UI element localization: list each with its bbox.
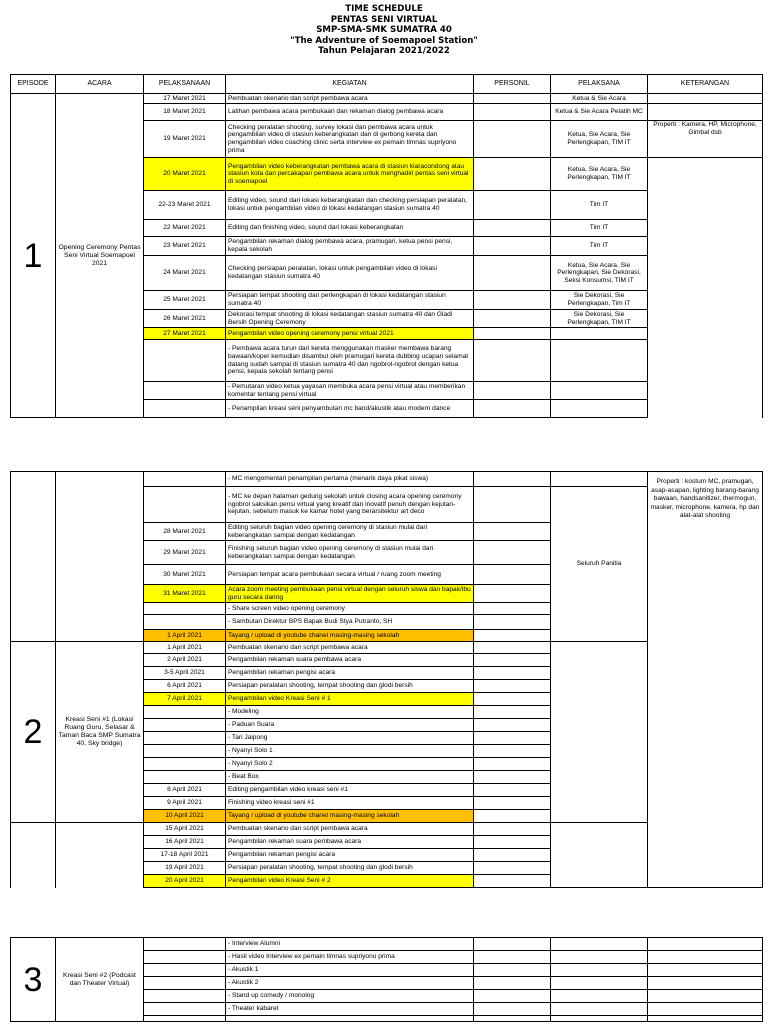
pelaksanaan-date: 9 April 2021: [144, 797, 226, 810]
kegiatan-cell: Persiapan tempat shooting dan perlengkapan di lokasi kedatangan stasiun sumatra 40: [226, 291, 474, 310]
column-header: ACARA: [56, 75, 144, 94]
pelaksanaan-date: 26 Maret 2021: [144, 310, 226, 328]
pelaksanaan-date: 22-23 Maret 2021: [144, 191, 226, 220]
personil-cell: [474, 94, 551, 104]
kegiatan-cell: Pengambilan video Kreasi Seni # 1: [226, 693, 474, 706]
schedule-table-1: [10, 74, 763, 418]
kegiatan-cell: Pengambilan video keberangkatan pembawa acara di stasiun kiaracondong atau stasiun kota dan percakapan pembawa acara untuk menghadiri pentas seni virtual di soemapoel: [226, 158, 474, 191]
pelaksanaan-date: 19 Maret 2021: [144, 121, 226, 158]
personil-cell: [474, 340, 551, 382]
pelaksanaan-date: [144, 745, 226, 758]
pelaksanaan-date: 22 Maret 2021: [144, 220, 226, 237]
personil-cell: [474, 603, 551, 615]
keterangan-cell: Properti : Kamera, HP, Microphone, Gimbal dsb: [648, 121, 763, 158]
kegiatan-cell: Pengambilan rekaman suara pembawa acara: [226, 836, 474, 849]
kegiatan-cell: Editing pengambilan video kreasi seni #1: [226, 784, 474, 797]
pelaksanaan-date: 19 April 2021: [144, 862, 226, 875]
pelaksanaan-date: [144, 1003, 226, 1016]
pelaksanaan-date: 1 April 2021: [144, 630, 226, 642]
kegiatan-cell: Persiapan peralatan shooting, tempat shooting dan glodi bersih: [226, 680, 474, 693]
kegiatan-cell: - Beat Box: [226, 771, 474, 784]
pelaksanaan-date: [144, 977, 226, 990]
kegiatan-cell: - Akustik 1: [226, 964, 474, 977]
pelaksanaan-date: 31 Maret 2021: [144, 585, 226, 603]
personil-cell: [474, 680, 551, 693]
personil-cell: [474, 310, 551, 328]
pelaksanaan-date: [144, 340, 226, 382]
keterangan-cell: [648, 94, 763, 104]
column-header: PELAKSANAAN: [144, 75, 226, 94]
acara-cell: Kreasi Seni #1 (Lokasi Ruang Guru, Selasar & Taman Baca SMP Sumatra 40, Sky bridge): [56, 642, 144, 823]
pelaksanaan-date: 17 Maret 2021: [144, 94, 226, 104]
pelaksana-cell: Seluruh Panitia: [551, 487, 648, 642]
kegiatan-cell: Tayang / upload di youtube chanel masing-masing sekolah: [226, 810, 474, 823]
personil-cell: [474, 797, 551, 810]
acara-cell: [56, 472, 144, 642]
personil-cell: [474, 256, 551, 291]
kegiatan-cell: - Hasil video Interview ex pemain timnas supriyono prima: [226, 951, 474, 964]
pelaksana-cell: Ketua, Sie Acara, Sie Perlengkapan, TIM IT: [551, 158, 648, 191]
personil-cell: [474, 836, 551, 849]
title-line: "The Adventure of Soemapoel Station": [290, 35, 478, 46]
kegiatan-cell: Finishing seluruh bagian video opening ceremony di stasiun mulai dari keberangkatan sampai dengan kedatangan: [226, 541, 474, 565]
pelaksana-cell: Ketua & Sie Acara Pelatih MC: [551, 104, 648, 121]
personil-cell: [474, 719, 551, 732]
kegiatan-cell: Pengambilan rekaman pengisi acara: [226, 667, 474, 680]
personil-cell: [474, 523, 551, 541]
kegiatan-cell: Pembuatan skenario dan script pembawa acara: [226, 823, 474, 836]
pelaksanaan-date: 1 April 2021: [144, 642, 226, 654]
pelaksanaan-date: [144, 938, 226, 951]
personil-cell: [474, 237, 551, 256]
keterangan-cell: [648, 951, 763, 964]
pelaksanaan-date: 25 Maret 2021: [144, 291, 226, 310]
pelaksana-cell: [551, 472, 648, 487]
kegiatan-cell: - Stand up comedy / monolog: [226, 990, 474, 1003]
kegiatan-cell: Pembuatan skenario dan script pembawa acara: [226, 94, 474, 104]
schedule-page-3: [10, 937, 762, 1022]
episode-number: [11, 472, 56, 642]
personil-cell: [474, 810, 551, 823]
pelaksana-cell: Ketua & Sie Acara: [551, 94, 648, 104]
kegiatan-cell: - Nyanyi Solo 2: [226, 758, 474, 771]
kegiatan-cell: - Modeling: [226, 706, 474, 719]
episode-number: 2: [11, 642, 56, 823]
kegiatan-cell: - Pemutaran video ketua yayasan membuka acara pensi virtual atau memberikan komentar tentang pensi virtual: [226, 382, 474, 400]
title-line: Tahun Pelajaran 2021/2022: [318, 46, 450, 57]
pelaksanaan-date: [144, 706, 226, 719]
personil-cell: [474, 382, 551, 400]
pelaksanaan-date: 17-18 April 2021: [144, 849, 226, 862]
kegiatan-cell: Dekorasi tempat shooting di lokasi kedatangan stasiun sumatra 40 dan Gladi Bersih Opening Ceremony: [226, 310, 474, 328]
keterangan-cell: [648, 1016, 763, 1022]
pelaksanaan-date: 29 Maret 2021: [144, 541, 226, 565]
personil-cell: [474, 938, 551, 951]
pelaksanaan-date: [144, 615, 226, 630]
kegiatan-cell: - Nyanyi Solo 1: [226, 745, 474, 758]
personil-cell: [474, 977, 551, 990]
acara-cell: [56, 823, 144, 888]
table-row: [11, 94, 763, 104]
column-header: KEGIATAN: [226, 75, 474, 94]
pelaksana-cell: [551, 1016, 648, 1022]
pelaksanaan-date: [144, 951, 226, 964]
episode-number: 3: [11, 938, 56, 1022]
personil-cell: [474, 693, 551, 706]
personil-cell: [474, 158, 551, 191]
kegiatan-cell: - Tari Jaipong: [226, 732, 474, 745]
kegiatan-cell: Latihan pembawa acara pembukaan dan rekaman dialog pembawa acara: [226, 104, 474, 121]
kegiatan-cell: Pengambilan video opening ceremony pensi virtual 2021: [226, 328, 474, 340]
personil-cell: [474, 565, 551, 585]
pelaksanaan-date: [144, 487, 226, 523]
schedule-table-3: [10, 937, 763, 1022]
schedule-page-2: [10, 471, 762, 888]
pelaksana-cell: Tim IT: [551, 237, 648, 256]
pelaksana-cell: [551, 951, 648, 964]
column-header: PELAKSANA: [551, 75, 648, 94]
kegiatan-cell: Persiapan tempat acara pembukaan secara virtual / ruang zoom meeting: [226, 565, 474, 585]
kegiatan-cell: Editing seluruh bagian video opening ceremony di stasiun mulai dari keberangkatan sampai dengan kedatangan: [226, 523, 474, 541]
kegiatan-cell: [226, 1016, 474, 1022]
kegiatan-cell: Tayang / upload di youtube chanel masing-masing sekolah: [226, 630, 474, 642]
pelaksana-cell: Tim IT: [551, 220, 648, 237]
pelaksanaan-date: 3-5 April 2021: [144, 667, 226, 680]
pelaksanaan-date: 20 Maret 2021: [144, 158, 226, 191]
personil-cell: [474, 291, 551, 310]
pelaksanaan-date: [144, 719, 226, 732]
kegiatan-cell: Finishing video kreasi seni #1: [226, 797, 474, 810]
personil-cell: [474, 784, 551, 797]
kegiatan-cell: Persiapan peralatan shooting, tempat shooting dan glodi bersih: [226, 862, 474, 875]
pelaksana-cell: [551, 382, 648, 400]
acara-cell: Opening Ceremony Pentas Seni Virtual Soemapoel 2021: [56, 94, 144, 418]
kegiatan-cell: - Paduan Suara: [226, 719, 474, 732]
keterangan-cell: [648, 1003, 763, 1016]
kegiatan-cell: Pengambilan rekaman pengisi acara: [226, 849, 474, 862]
personil-cell: [474, 771, 551, 784]
pelaksanaan-date: [144, 990, 226, 1003]
title-line: PENTAS SENI VIRTUAL: [330, 14, 438, 25]
pelaksanaan-date: 6 April 2021: [144, 680, 226, 693]
column-header: EPISODE: [11, 75, 56, 94]
pelaksanaan-date: 2 April 2021: [144, 654, 226, 667]
keterangan-cell: [648, 104, 763, 121]
pelaksana-cell: [551, 340, 648, 382]
pelaksana-cell: [551, 328, 648, 340]
pelaksanaan-date: [144, 603, 226, 615]
pelaksanaan-date: [144, 771, 226, 784]
personil-cell: [474, 862, 551, 875]
column-header: KETERANGAN: [648, 75, 763, 94]
personil-cell: [474, 104, 551, 121]
pelaksanaan-date: [144, 964, 226, 977]
kegiatan-cell: Pengambilan rekaman suara pembawa acara: [226, 654, 474, 667]
personil-cell: [474, 487, 551, 523]
pelaksana-cell: [551, 642, 648, 823]
pelaksanaan-date: [144, 1016, 226, 1022]
keterangan-cell: Properti : kostum MC, pramugari, asap-asapan, lighting barang-barang bawaan, handsanitizer, thermogun, masker, microphone, kamera, hp dan alat-alat shooting: [648, 472, 763, 888]
document-title: [0, 4, 768, 57]
personil-cell: [474, 121, 551, 158]
kegiatan-cell: - Interview Alumni: [226, 938, 474, 951]
table-row: [11, 938, 763, 951]
schedule-page-1: [10, 74, 762, 418]
column-header: PERSONIL: [474, 75, 551, 94]
schedule-table-2: [10, 471, 763, 888]
pelaksanaan-date: 20 April 2021: [144, 875, 226, 888]
pelaksana-cell: [551, 990, 648, 1003]
pelaksanaan-date: [144, 382, 226, 400]
kegiatan-cell: - Akustik 2: [226, 977, 474, 990]
personil-cell: [474, 630, 551, 642]
pelaksanaan-date: 15 April 2021: [144, 823, 226, 836]
pelaksana-cell: Ketua, Sie Acara, Sie Perlengkapan, Sie Dekorasi, Seksi Konsumsi, TIM IT: [551, 256, 648, 291]
personil-cell: [474, 849, 551, 862]
personil-cell: [474, 541, 551, 565]
acara-cell: Kreasi Seni #2 (Podcast dan Theater Virtual): [56, 938, 144, 1022]
personil-cell: [474, 1016, 551, 1022]
kegiatan-cell: - Penampilan kreasi seni penyambutan mc band/akustik atau modern dance: [226, 400, 474, 418]
keterangan-cell: [648, 977, 763, 990]
personil-cell: [474, 964, 551, 977]
personil-cell: [474, 472, 551, 487]
pelaksanaan-date: 27 Maret 2021: [144, 328, 226, 340]
pelaksanaan-date: [144, 758, 226, 771]
personil-cell: [474, 990, 551, 1003]
personil-cell: [474, 400, 551, 418]
kegiatan-cell: Pengambilan video Kreasi Seni # 2: [226, 875, 474, 888]
keterangan-cell: [648, 964, 763, 977]
pelaksanaan-date: 28 Maret 2021: [144, 523, 226, 541]
personil-cell: [474, 732, 551, 745]
kegiatan-cell: Editing dan finishing video, sound dari lokasi keberangkatan: [226, 220, 474, 237]
pelaksana-cell: [551, 1003, 648, 1016]
kegiatan-cell: - MC ke depan halaman gedung sekolah untuk closing acara opening ceremony ngobrol saksikan pensi virtual yang kreatif dan inovatif penuh dengan kejutan-kejutan, sebelum masuk ke kamar hotel yang berarsitektur art deco: [226, 487, 474, 523]
title-line: TIME SCHEDULE: [345, 4, 423, 14]
pelaksanaan-date: 18 Maret 2021: [144, 104, 226, 121]
personil-cell: [474, 758, 551, 771]
episode-number: 1: [11, 94, 56, 418]
table-row: [11, 472, 763, 487]
personil-cell: [474, 191, 551, 220]
personil-cell: [474, 1003, 551, 1016]
pelaksana-cell: Ketua, Sie Acara, Sie Perlengkapan, TIM IT: [551, 121, 648, 158]
personil-cell: [474, 667, 551, 680]
pelaksana-cell: Sie Dekorasi, Sie Perlengkapan, TIM IT: [551, 310, 648, 328]
pelaksanaan-date: 24 Maret 2021: [144, 256, 226, 291]
keterangan-cell: [648, 990, 763, 1003]
pelaksanaan-date: 10 April 2021: [144, 810, 226, 823]
pelaksanaan-date: 16 April 2021: [144, 836, 226, 849]
kegiatan-cell: Acara zoom meeting pembukaan pensi virtual dengan seluruh siswa dan bapak/ibu guru secara daring: [226, 585, 474, 603]
personil-cell: [474, 951, 551, 964]
pelaksana-cell: [551, 977, 648, 990]
pelaksana-cell: [551, 823, 648, 888]
pelaksanaan-date: [144, 472, 226, 487]
personil-cell: [474, 823, 551, 836]
personil-cell: [474, 220, 551, 237]
keterangan-cell: [648, 938, 763, 951]
pelaksana-cell: [551, 938, 648, 951]
kegiatan-cell: - Pembawa acara turun dari kereta menggunakan masker membawa barang bawaan/koper kemudian disambut oleh pramugari kereta dubbing ucapan selamat datang sudah sampai di stasiun sumatra 40 dan ngobrol-ngobrol dengan ketua pensi, kepala sekolah tentang pensi: [226, 340, 474, 382]
kegiatan-cell: Checking peralatan shooting, survey lokasi dan pembawa acara untuk pengambilan video di stasiun keberangkatan dan di gerbong kereta dan pengambilan video coaching clinic serta interview ex pemain timnas supriyono prima: [226, 121, 474, 158]
pelaksanaan-date: 23 Maret 2021: [144, 237, 226, 256]
pelaksanaan-date: 7 April 2021: [144, 693, 226, 706]
kegiatan-cell: - Theater kabaret: [226, 1003, 474, 1016]
kegiatan-cell: Pembuatan skenario dan script pembawa acara: [226, 642, 474, 654]
pelaksanaan-date: [144, 732, 226, 745]
pelaksana-cell: Sie Dekorasi, Sie Perlengkapan, Tim IT: [551, 291, 648, 310]
personil-cell: [474, 585, 551, 603]
kegiatan-cell: - Share screen video opening ceremony: [226, 603, 474, 615]
personil-cell: [474, 706, 551, 719]
keterangan-cell: [648, 158, 763, 418]
kegiatan-cell: Pengambilan rekaman dialog pembawa acara, pramugari, ketua pensi pensi, kepala sekolah: [226, 237, 474, 256]
pelaksanaan-date: [144, 400, 226, 418]
personil-cell: [474, 328, 551, 340]
title-line: SMP-SMA-SMK SUMATRA 40: [316, 25, 452, 36]
episode-number: [11, 823, 56, 888]
personil-cell: [474, 875, 551, 888]
kegiatan-cell: - Sambutan Direktur BPS Bapak Budi Stya Putranto, SH: [226, 615, 474, 630]
pelaksana-cell: [551, 400, 648, 418]
pelaksanaan-date: 8 April 2021: [144, 784, 226, 797]
kegiatan-cell: Checking persiapan peralatan, lokasi untuk pengambilan video di lokasi kedatangan stasiun sumatra 40: [226, 256, 474, 291]
personil-cell: [474, 615, 551, 630]
pelaksana-cell: [551, 964, 648, 977]
pelaksanaan-date: 30 Maret 2021: [144, 565, 226, 585]
personil-cell: [474, 654, 551, 667]
kegiatan-cell: Editing video, sound dari lokasi keberangkatan dan checking persiapan peralatan, lokasi untuk pengambilan video di lokasi kedatangan stasiun sumatra 40: [226, 191, 474, 220]
personil-cell: [474, 642, 551, 654]
kegiatan-cell: - MC mengomentari penampilan pertama (menarik daya pikat siswa): [226, 472, 474, 487]
pelaksana-cell: Tim IT: [551, 191, 648, 220]
personil-cell: [474, 745, 551, 758]
